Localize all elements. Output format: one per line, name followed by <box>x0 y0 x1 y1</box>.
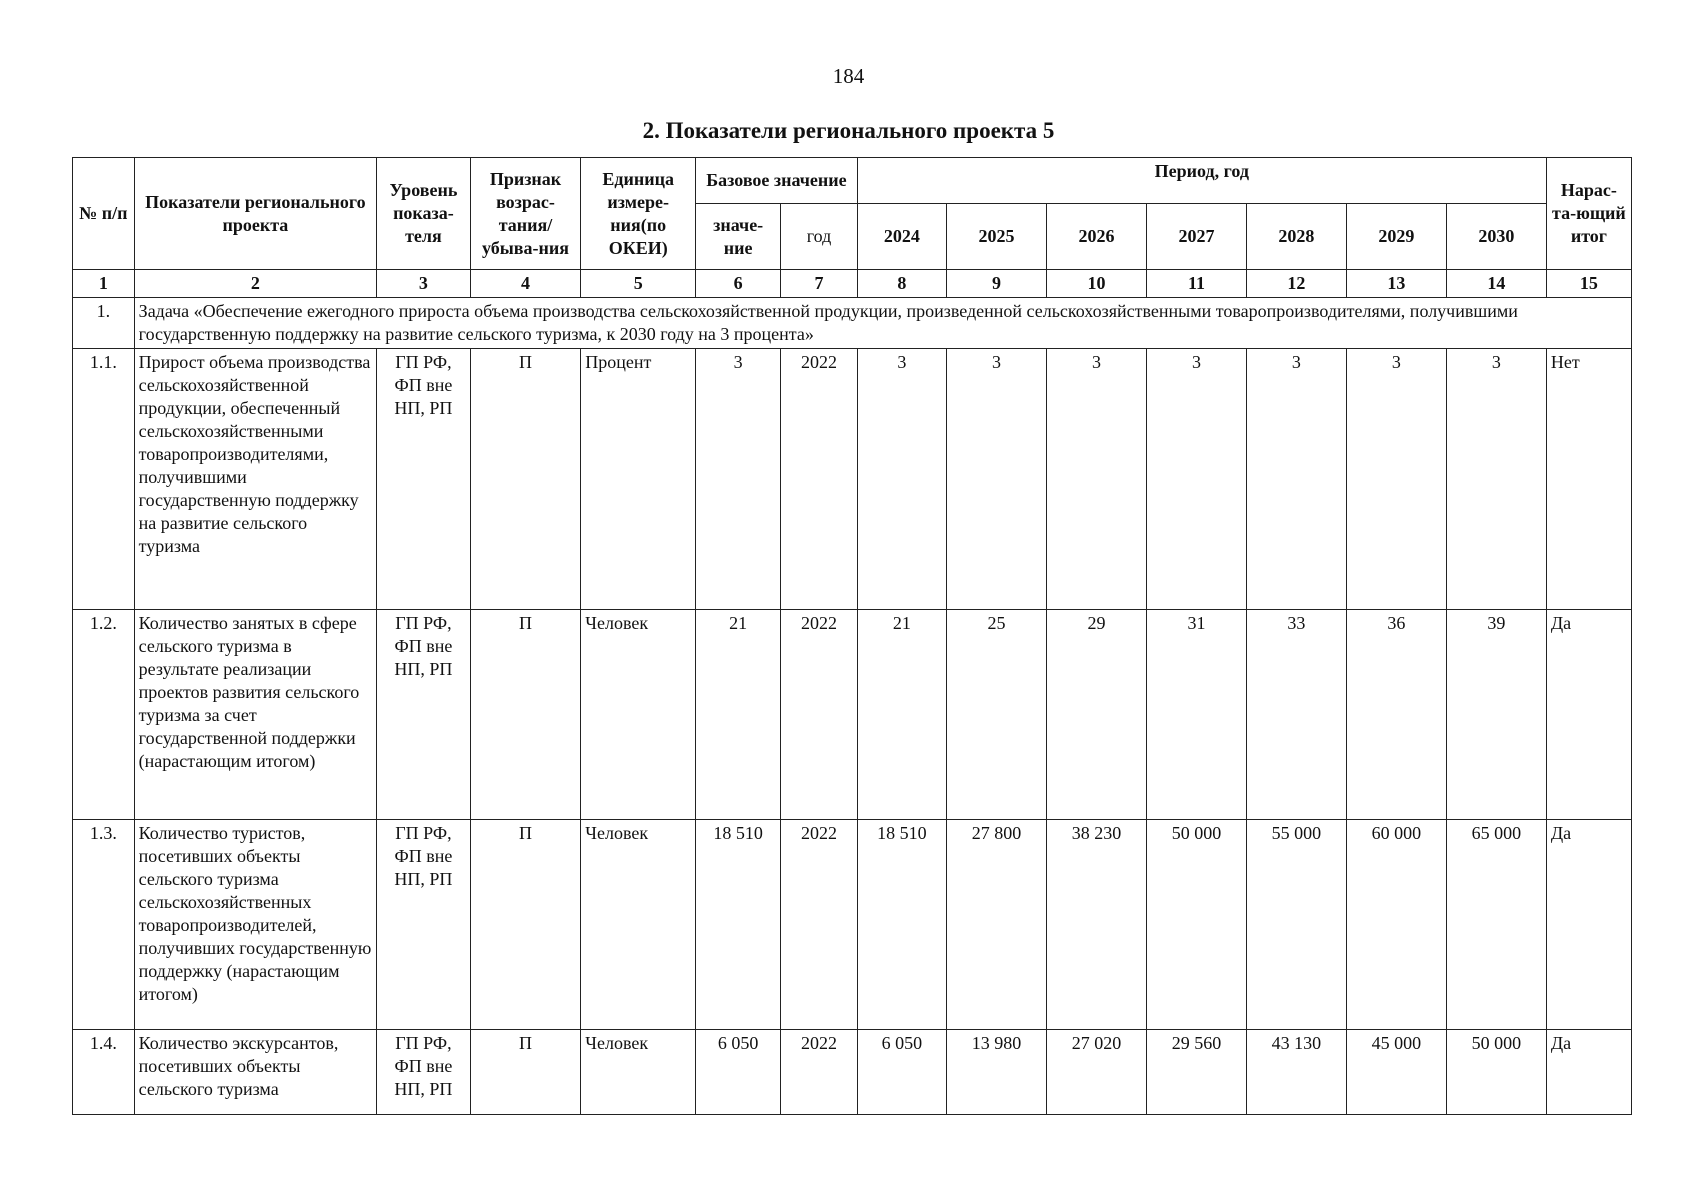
row-cumulative: Да <box>1546 820 1631 1030</box>
column-number: 4 <box>470 270 581 298</box>
row-num: 1.1. <box>73 349 135 610</box>
page-number: 184 <box>832 64 865 88</box>
column-number-row <box>73 270 1632 298</box>
row-base-year: 2022 <box>781 610 858 820</box>
row-num: 1.3. <box>73 820 135 1030</box>
row-base-value: 21 <box>696 610 781 820</box>
header-period: Период, год <box>857 158 1546 204</box>
row-value-2027: 29 560 <box>1146 1030 1246 1115</box>
row-value-2030: 50 000 <box>1446 1030 1546 1115</box>
row-sign: П <box>470 820 581 1030</box>
row-base-value: 6 050 <box>696 1030 781 1115</box>
row-base-year: 2022 <box>781 1030 858 1115</box>
header-row-top <box>73 158 1632 204</box>
header-year: 2028 <box>1246 204 1346 270</box>
header-year: 2025 <box>947 204 1047 270</box>
row-value-2029: 45 000 <box>1346 1030 1446 1115</box>
column-number: 2 <box>134 270 376 298</box>
table-row <box>73 820 1632 1030</box>
column-number: 14 <box>1446 270 1546 298</box>
column-number: 10 <box>1047 270 1147 298</box>
header-year: 2030 <box>1446 204 1546 270</box>
row-sign: П <box>470 610 581 820</box>
column-number: 3 <box>377 270 471 298</box>
row-value-2030: 39 <box>1446 610 1546 820</box>
header-base: Базовое значение <box>696 158 858 204</box>
header-num: № п/п <box>73 158 135 270</box>
row-value-2030: 65 000 <box>1446 820 1546 1030</box>
table-row <box>73 1030 1632 1115</box>
row-value-2025: 3 <box>947 349 1047 610</box>
column-number: 7 <box>781 270 858 298</box>
column-number: 6 <box>696 270 781 298</box>
header-base-value: значе-ние <box>696 204 781 270</box>
row-base-value: 18 510 <box>696 820 781 1030</box>
header-base-year: год <box>781 204 858 270</box>
row-value-2027: 31 <box>1146 610 1246 820</box>
header-unit: Единица измере-ния(по ОКЕИ) <box>581 158 696 270</box>
task-num: 1. <box>73 298 135 349</box>
row-level: ГП РФ, ФП вне НП, РП <box>377 610 471 820</box>
column-number: 13 <box>1346 270 1446 298</box>
row-value-2027: 50 000 <box>1146 820 1246 1030</box>
header-year: 2024 <box>857 204 946 270</box>
row-indicator-name: Количество туристов, посетивших объекты сельского туризма сельскохозяйственных товаропроизводителей, получивших государственную поддержку (нарастающим итогом) <box>134 820 376 1030</box>
row-value-2024: 6 050 <box>857 1030 946 1115</box>
row-value-2025: 25 <box>947 610 1047 820</box>
row-unit: Человек <box>581 820 696 1030</box>
row-indicator-name: Количество занятых в сфере сельского туризма в результате реализации проектов развития сельского туризма за счет государственной поддержки (нарастающим итогом) <box>134 610 376 820</box>
row-value-2029: 3 <box>1346 349 1446 610</box>
indicators-table <box>72 157 1632 1115</box>
task-text: Задача «Обеспечение ежегодного прироста объема производства сельскохозяйственной продукции, произведенной сельскохозяйственными товаропроизводителями, получившими государственную поддержку на развитие сельского туризма, к 2030 году на 3 процента» <box>134 298 1631 349</box>
row-sign: П <box>470 349 581 610</box>
row-value-2024: 21 <box>857 610 946 820</box>
row-cumulative: Да <box>1546 610 1631 820</box>
row-value-2028: 3 <box>1246 349 1346 610</box>
row-value-2024: 3 <box>857 349 946 610</box>
row-level: ГП РФ, ФП вне НП, РП <box>377 1030 471 1115</box>
row-num: 1.2. <box>73 610 135 820</box>
row-value-2026: 38 230 <box>1047 820 1147 1030</box>
row-num: 1.4. <box>73 1030 135 1115</box>
header-sign: Признак возрас-тания/ убыва-ния <box>470 158 581 270</box>
column-number: 11 <box>1146 270 1246 298</box>
row-level: ГП РФ, ФП вне НП, РП <box>377 820 471 1030</box>
row-cumulative: Да <box>1546 1030 1631 1115</box>
header-cumulative: Нарас-та-ющий итог <box>1546 158 1631 270</box>
row-value-2026: 29 <box>1047 610 1147 820</box>
row-unit: Процент <box>581 349 696 610</box>
header-year: 2026 <box>1047 204 1147 270</box>
row-base-value: 3 <box>696 349 781 610</box>
table-row <box>73 610 1632 820</box>
page-title: 2. Показатели регионального проекта 5 <box>642 118 1055 143</box>
row-value-2026: 27 020 <box>1047 1030 1147 1115</box>
row-value-2027: 3 <box>1146 349 1246 610</box>
task-row <box>73 298 1632 349</box>
row-value-2029: 60 000 <box>1346 820 1446 1030</box>
row-level: ГП РФ, ФП вне НП, РП <box>377 349 471 610</box>
row-base-year: 2022 <box>781 820 858 1030</box>
header-indicator: Показатели регионального проекта <box>134 158 376 270</box>
row-cumulative: Нет <box>1546 349 1631 610</box>
header-level: Уровень показа-теля <box>377 158 471 270</box>
row-value-2025: 27 800 <box>947 820 1047 1030</box>
row-indicator-name: Прирост объема производства сельскохозяйственной продукции, обеспеченный сельскохозяйственными товаропроизводителями, получившими государственную поддержку на развитие сельского туризма <box>134 349 376 610</box>
row-value-2028: 55 000 <box>1246 820 1346 1030</box>
column-number: 8 <box>857 270 946 298</box>
row-value-2028: 33 <box>1246 610 1346 820</box>
row-sign: П <box>470 1030 581 1115</box>
row-base-year: 2022 <box>781 349 858 610</box>
row-value-2024: 18 510 <box>857 820 946 1030</box>
column-number: 9 <box>947 270 1047 298</box>
row-value-2028: 43 130 <box>1246 1030 1346 1115</box>
column-number: 15 <box>1546 270 1631 298</box>
row-unit: Человек <box>581 1030 696 1115</box>
column-number: 1 <box>73 270 135 298</box>
row-unit: Человек <box>581 610 696 820</box>
row-value-2025: 13 980 <box>947 1030 1047 1115</box>
table-row <box>73 349 1632 610</box>
row-value-2026: 3 <box>1047 349 1147 610</box>
column-number: 5 <box>581 270 696 298</box>
header-year: 2029 <box>1346 204 1446 270</box>
row-value-2029: 36 <box>1346 610 1446 820</box>
column-number: 12 <box>1246 270 1346 298</box>
header-year: 2027 <box>1146 204 1246 270</box>
row-indicator-name: Количество экскурсантов, посетивших объекты сельского туризма <box>134 1030 376 1115</box>
row-value-2030: 3 <box>1446 349 1546 610</box>
